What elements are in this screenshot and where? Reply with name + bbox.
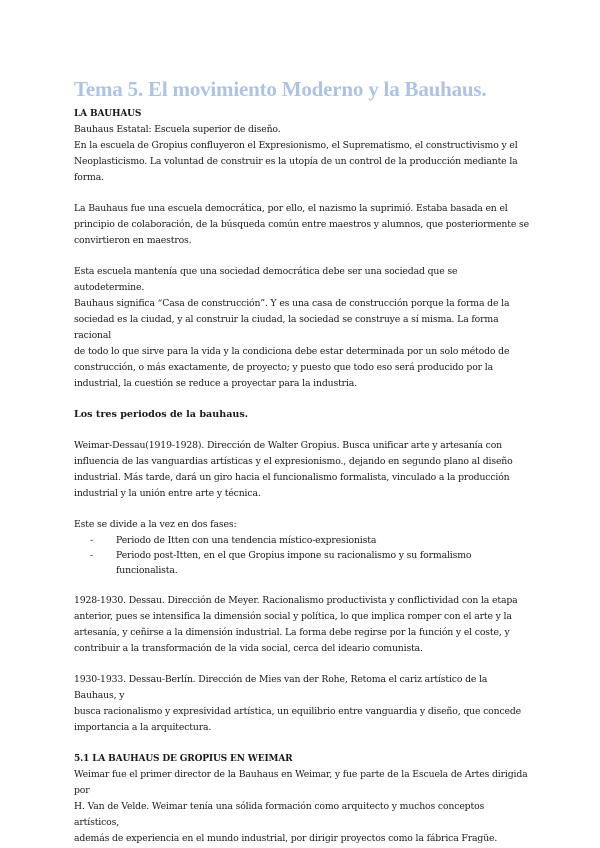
paragraph-line: 1930-1933. Dessau-Berlín. Dirección de Mies van der Rohe, Retoma el cariz artístico de la Bauhaus, y: [74, 674, 488, 701]
paragraph-dessau: [74, 593, 530, 657]
paragraph-line: principio de colaboración, de la búsqueda común entre maestros y alumnos, que posteriormente se: [74, 219, 529, 230]
list-item: [90, 548, 530, 578]
paragraph-line: artesanía, y ceñirse a la dimensión industrial. La forma debe regirse por la función y el coste, y: [74, 627, 510, 638]
phases-block: [74, 517, 530, 578]
paragraph-line: Weimar fue el primer director de la Bauhaus en Weimar, y fue parte de la Escuela de Artes dirigida por: [74, 769, 528, 796]
paragraph-line: sociedad es la ciudad, y al construir la ciudad, la sociedad se construye a sí misma. La forma racional: [74, 314, 499, 341]
intro-block: [74, 106, 530, 186]
section-heading-la-bauhaus: LA BAUHAUS: [74, 109, 142, 119]
phases-intro: Este se divide a la vez en dos fases:: [74, 519, 237, 530]
intro-line: En la escuela de Gropius confluyeron el Expresionismo, el Suprematismo, el constructivismo y el: [74, 140, 518, 151]
paragraph-line: Esta escuela mantenía que una sociedad democrática debe ser una sociedad que se autodetermine.: [74, 266, 458, 293]
paragraph-line: busca racionalismo y expresividad artística, un equilibrio entre vanguardia y diseño, que concede: [74, 706, 522, 717]
section-heading-5-1: 5.1 LA BAUHAUS DE GROPIUS EN WEIMAR: [74, 754, 293, 764]
paragraph-line: 1928-1930. Dessau. Dirección de Meyer. Racionalismo productivista y conflictividad con la etapa: [74, 595, 518, 606]
paragraph-line: además de experiencia en el mundo industrial, por dirigir proyectos como la fábrica Fragüe.: [74, 833, 498, 844]
intro-line: Bauhaus Estatal: Escuela superior de diseño.: [74, 124, 281, 135]
paragraph-line: La Bauhaus fue una escuela democrática, por ello, el nazismo la suprimió. Estaba basada en el: [74, 203, 508, 214]
dash-bullet: -: [90, 550, 93, 561]
list-item: [90, 533, 530, 548]
list-item-text: Periodo post-Itten, en el que Gropius impone su racionalismo y su formalismo funcionalista.: [116, 550, 472, 576]
paragraph-line: anterior, pues se intensifica la dimensión social y política, lo que implica romper con el arte y la: [74, 611, 512, 622]
section-5-1: [74, 751, 530, 847]
periods-heading: Los tres periodos de la bauhaus.: [74, 409, 249, 420]
paragraph-line: Bauhaus significa “Casa de construcción”. Y es una casa de construcción porque la forma de la: [74, 298, 510, 309]
dash-bullet: -: [90, 535, 93, 546]
paragraph-line: H. Van de Velde. Weimar tenía una sólida formación como arquitecto y muchos conceptos artísticos,: [74, 801, 485, 828]
list-item-text: Periodo de Itten con una tendencia místico-expresionista: [116, 535, 377, 546]
paragraph-line: convirtieron en maestros.: [74, 235, 192, 246]
paragraph-line: construcción, o más exactamente, de proyecto; y puesto que todo eso será producido por la: [74, 362, 493, 373]
paragraph-line: Weimar-Dessau(1919-1928). Dirección de Walter Gropius. Busca unificar arte y artesanía con: [74, 440, 503, 451]
paragraph-democratic: [74, 201, 530, 249]
paragraph-line: influencia de las vanguardias artísticas y el expresionismo., dejando en segundo plano al diseño: [74, 456, 513, 467]
document-title: Tema 5. El movimiento Moderno y la Bauhaus.: [74, 77, 487, 101]
intro-line: forma.: [74, 172, 104, 183]
phases-list: [74, 533, 530, 578]
paragraph-line: de todo lo que sirve para la vida y la condiciona debe estar determinada por un solo método de: [74, 346, 510, 357]
paragraph-line: contribuir a la transformación de la vida social, cerca del ideario comunista.: [74, 643, 423, 654]
paragraph-dessau-berlin: [74, 672, 530, 736]
intro-line: Neoplasticismo. La voluntad de construir es la utopía de un control de la producción mediante la: [74, 156, 518, 167]
paragraph-line: industrial, la cuestión se reduce a proyectar para la industria.: [74, 378, 357, 389]
paragraph-line: industrial y la unión entre arte y técnica.: [74, 488, 261, 499]
paragraph-society: [74, 264, 530, 392]
paragraph-line: industrial. Más tarde, dará un giro hacia el funcionalismo formalista, vinculado a la producción: [74, 472, 510, 483]
paragraph-weimar-dessau: [74, 438, 530, 502]
paragraph-line: importancia a la arquitectura.: [74, 722, 212, 733]
